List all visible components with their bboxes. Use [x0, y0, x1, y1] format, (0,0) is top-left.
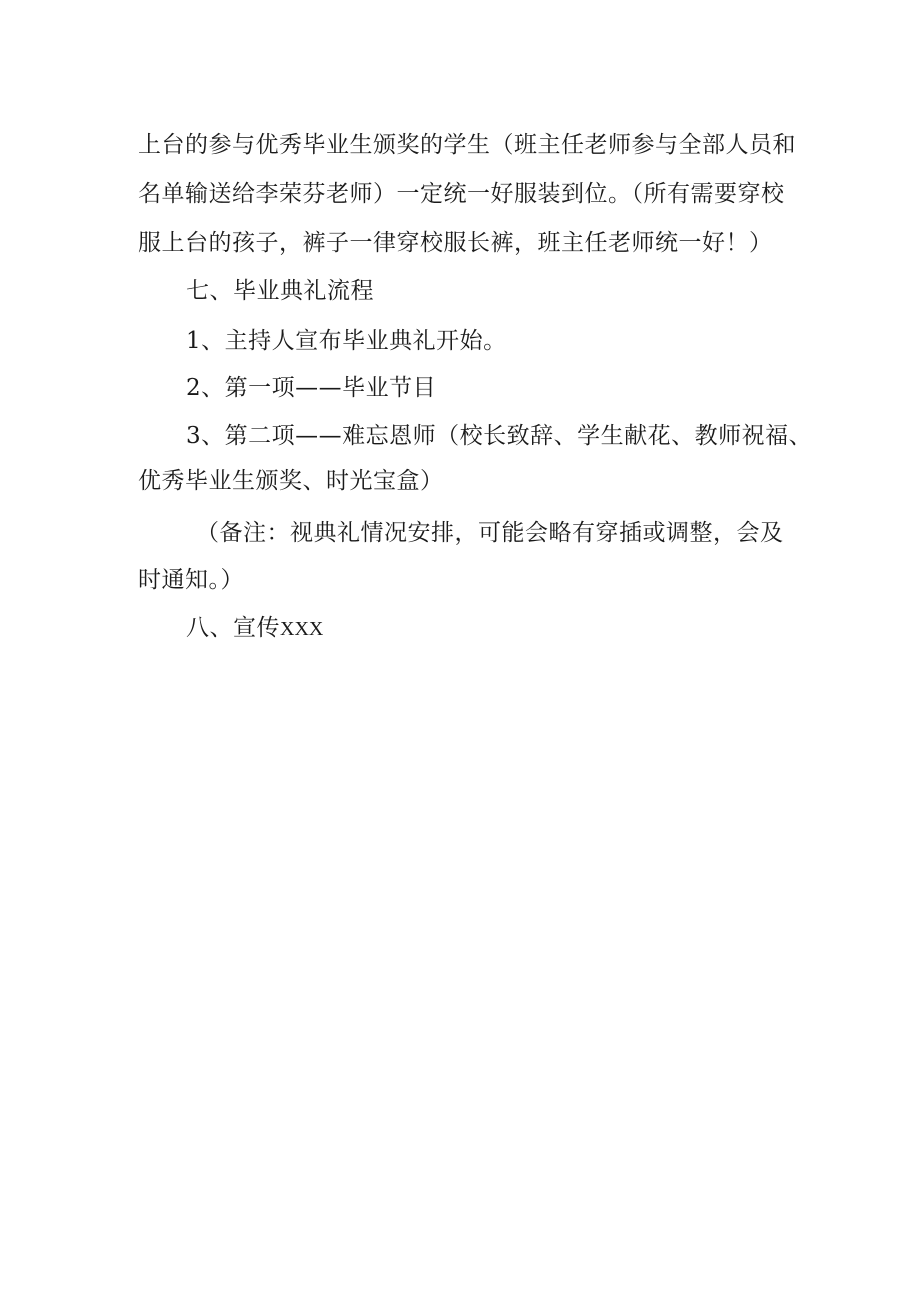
- list-item-number: 2: [186, 375, 202, 401]
- section8-suffix: XXX: [280, 618, 324, 640]
- list-item-continuation: 优秀毕业生颁奖、时光宝盒）: [138, 468, 444, 494]
- list-item: [186, 421, 812, 451]
- list-item-number: 3: [186, 423, 202, 449]
- list-item-text: 、第一项——毕业节目: [201, 375, 437, 401]
- section8-heading: 八、宣传: [186, 615, 280, 641]
- section8-heading-line: [186, 613, 323, 644]
- list-item-text: 、主持人宣布毕业典礼开始。: [201, 328, 507, 354]
- para1-line2: 名单输送给李荣芬老师）一定统一好服装到位。（所有需要穿校: [138, 181, 785, 207]
- note-line2: 时通知。）: [138, 567, 244, 593]
- section7-heading: 七、毕业典礼流程: [186, 278, 374, 304]
- list-item-number: 1: [186, 328, 202, 354]
- list-item: [186, 326, 507, 356]
- note-line1: （备注：视典礼情况安排，可能会略有穿插或调整，会及: [196, 520, 784, 546]
- list-item: [186, 373, 436, 403]
- list-item-text: 、第二项——难忘恩师（校长致辞、学生献花、教师祝福、: [201, 423, 813, 449]
- para1-line1: 上台的参与优秀毕业生颁奖的学生（班主任老师参与全部人员和: [138, 132, 796, 158]
- para1-line3: 服上台的孩子，裤子一律穿校服长裤，班主任老师统一好！）: [138, 230, 773, 256]
